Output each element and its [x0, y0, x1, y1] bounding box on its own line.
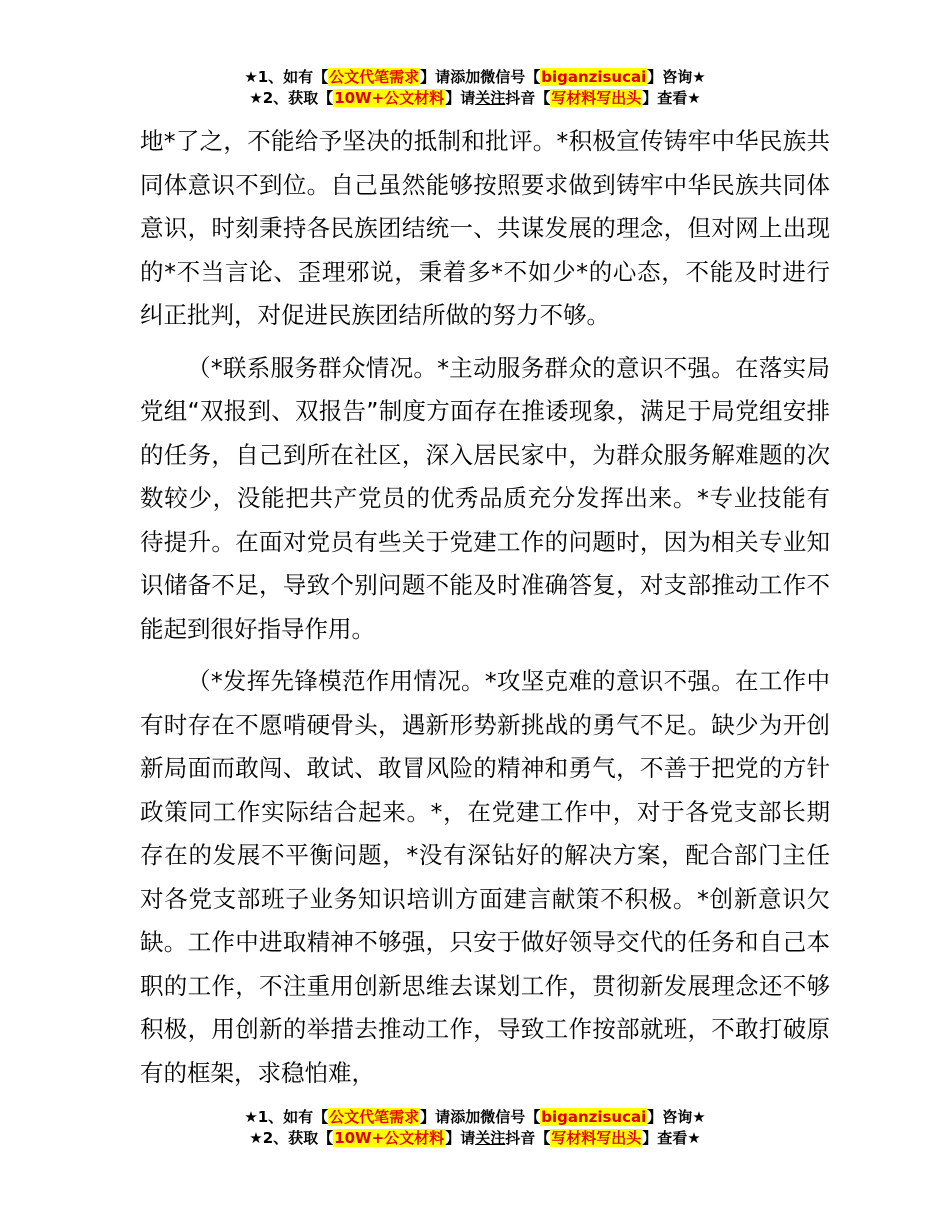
footer-banner-line-1: ★1、如有【公文代笔需求】请添加微信号【biganzisucai】咨询★ — [244, 1108, 706, 1126]
wechat-id-highlight: biganzisucai — [541, 68, 647, 86]
service-highlight: 公文代笔需求 — [329, 1108, 420, 1126]
paragraph-continuation: 地*了之，不能给予坚决的抵制和批评。*积极宣传铸牢中华民族共同体意识不到位。自己虽然能够按照要求做到铸牢中华民族共同体意识，时刻秉持各民族团结统一、共谋发展的理念，但对网上出现的*不当言论、歪理邪说，秉着多*不如少*的心态，不能及时进行纠正批判，对促进民族团结所做的努力不够。 — [140, 127, 830, 329]
document-body — [140, 120, 830, 1095]
header-banner-line-1: ★1、如有【公文代笔需求】请添加微信号【biganzisucai】咨询★ — [244, 68, 706, 86]
materials-highlight: 10W+公文材料 — [334, 1129, 445, 1147]
footer-banner-line-2: ★2、获取【10W+公文材料】请关注抖音【写材料写出头】查看★ — [249, 1129, 701, 1147]
header-banner-line-2: ★2、获取【10W+公文材料】请关注抖音【写材料写出头】查看★ — [249, 89, 701, 107]
service-highlight: 公文代笔需求 — [329, 68, 420, 86]
douyin-account-highlight: 写材料写出头 — [551, 1129, 642, 1147]
header-banner — [0, 67, 950, 109]
paragraph-vanguard-role: （*发挥先锋模范作用情况。*攻坚克难的意识不强。在工作中有时存在不愿啃硬骨头，遇新形势新挑战的勇气不足。缺少为开创新局面而敢闯、敢试、敢冒风险的精神和勇气，不善于把党的方针政策同工作实际结合起来。*，在党建工作中，对于各党支部长期存在的发展不平衡问题，*没有深钻好的解决方案，配合部门主任对各党支部班子业务知识培训方面建言献策不积极。*创新意识欠缺。工作中进取精神不够强，只安于做好领导交代的任务和自己本职的工作，不注重用创新思维去谋划工作，贯彻新发展理念还不够积极，用创新的举措去推动工作，导致工作按部就班，不敢打破原有的框架，求稳怕难， — [140, 667, 830, 1087]
footer-banner — [0, 1107, 950, 1149]
wechat-id-highlight: biganzisucai — [541, 1108, 647, 1126]
paragraph-serving-masses: （*联系服务群众情况。*主动服务群众的意识不强。在落实局党组“双报到、双报告”制度方面存在推诿现象，满足于局党组安排的任务，自己到所在社区，深入居民家中，为群众服务解难题的次数较少，没能把共产党员的优秀品质充分发挥出来。*专业技能有待提升。在面对党员有些关于党建工作的问题时，因为相关专业知识储备不足，导致个别问题不能及时准确答复，对支部推动工作不能起到很好指导作用。 — [140, 353, 830, 643]
douyin-account-highlight: 写材料写出头 — [551, 89, 642, 107]
materials-highlight: 10W+公文材料 — [334, 89, 445, 107]
